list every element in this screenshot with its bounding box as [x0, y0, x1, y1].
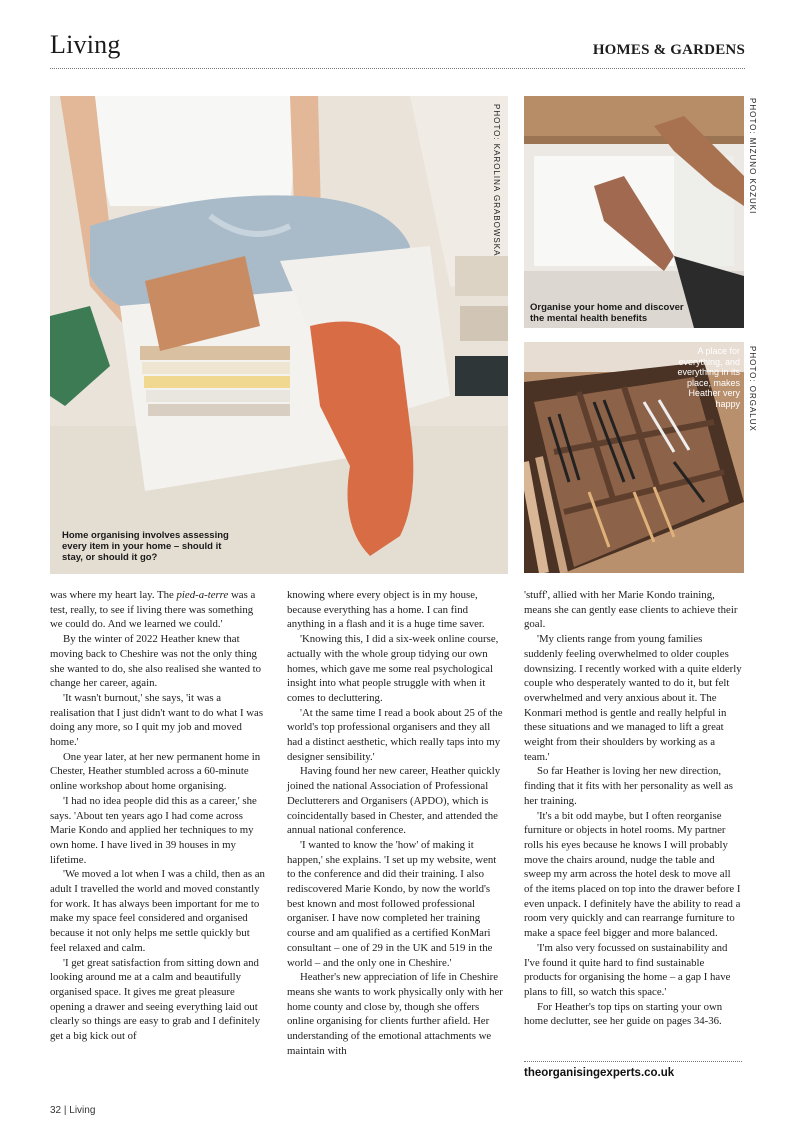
paragraph: 'I get great satisfaction from sitting down and looking around me at a calm and beautifully organised space. It gives me great pleasure opening a drawer and seeing everything laid out clearly so things are easy to grab and I definitely get a big kick out of: [50, 956, 261, 1043]
main-photo-credit: PHOTO: KAROLINA GRABOWSKA: [492, 104, 501, 257]
paragraph: One year later, at her new permanent home in Chester, Heather stumbled across a 60-minute online workshop about home organising.: [50, 750, 261, 793]
main-photo-caption: Home organising involves assessing every item in your home – should it stay, or should it go?: [62, 530, 229, 563]
drawer-photo-top: [524, 96, 744, 328]
paragraph: knowing where every object is in my house, because everything has a home. I can find anything in a flash and it is a huge time saver.: [287, 589, 485, 631]
paragraph: 'stuff', allied with her Marie Kondo training, means she can gently ease clients to achieve their goal.: [524, 589, 738, 631]
paragraph: 'I wanted to know the 'how' of making it happen,' she explains. 'I set up my website, went to the conference and did their training. I also rediscovered Marie Kondo, by now the world's best known and most followed professional organiser. I have now completed her training course and am qualified as a certified KonMari consultant – one of 29 in the UK and 519 in the world – and the only one in Cheshire.': [287, 838, 497, 969]
paragraph: 'Knowing this, I did a six-week online course, actually with the whole group tidying our own homes, which gave me some real psychological insight into what people struggle with when it comes to decluttering.: [287, 633, 499, 704]
magazine-masthead: HOMES & GARDENS: [592, 42, 745, 58]
page-footer: 32 | Living: [50, 1105, 96, 1116]
main-photo-illustration: [50, 96, 508, 574]
italic-term: pied-a-terre: [176, 589, 229, 601]
website-divider: [524, 1061, 742, 1062]
paragraph: 'At the same time I read a book about 25 of the world's top professional organisers and they all had a distinct aesthetic, which really taps into my designer sensibility.': [287, 706, 503, 763]
drawer-photo-caption: A place for everything, and everything in its place, makes Heather very happy: [677, 346, 740, 409]
paragraph: For Heather's top tips on starting your own home declutter, see her guide on pages 34-36.: [524, 1000, 723, 1028]
paragraph: 'I'm also very focussed on sustainability and I've found it quite hard to find sustainable products for organising the home – a gap I have plans to fill, so watch this space.': [524, 941, 731, 998]
article-column-1: [50, 588, 268, 1044]
paragraph: So far Heather is loving her new direction, finding that it fits with her personality as well as her training.: [524, 765, 733, 807]
section-title: Living: [50, 30, 121, 59]
header-divider: [50, 68, 745, 69]
top-photo-illustration: [524, 96, 744, 328]
website-link[interactable]: theorganisingexperts.co.uk: [524, 1067, 675, 1079]
top-photo-caption: Organise your home and discover the mental health benefits: [530, 302, 684, 324]
paragraph: was where my heart lay. The pied-a-terre was a test, really, to see if living there was something we could do. And we learned we could.': [50, 589, 256, 631]
article-column-2: [287, 588, 505, 1059]
paragraph: 'My clients range from young families suddenly feeling overwhelmed to older couples downsizing. I recently worked with a quite elderly couple who desperately wanted to do it, but felt overwhelmed and very anxious about it. The Konmari method is gentle and really helpful in these situations and we managed to lift a great weight from their shoulders by working as a team.': [524, 633, 742, 763]
paragraph: By the winter of 2022 Heather knew that moving back to Cheshire was not the only thing she wanted to do, she also realised she wanted to change her career, again.: [50, 633, 262, 690]
paragraph: 'I had no idea people did this as a career,' she says. 'About ten years ago I had come across Marie Kondo and applied her techniques to my own home. I have lived in 39 houses in my lifetime.: [50, 794, 257, 866]
paragraph: Having found her new career, Heather quickly joined the national Association of Professional Declutterers and Organisers (APDO), which is coincidentally based in Chester, and attended the annual national conference.: [287, 765, 501, 837]
paragraph: 'It wasn't burnout,' she says, 'it was a realisation that I just didn't want to do what I was doing any more, so I quit my job and moved home.': [50, 691, 264, 749]
top-photo-credit: PHOTO: MIZUNO KOZUKI: [748, 98, 757, 215]
paragraph: Heather's new appreciation of life in Cheshire means she wants to work physically only with her home county and close by, though she offers online organising for clients further afield. Her understanding of the emotional attachments we maintain with: [287, 971, 503, 1057]
paragraph: 'We moved a lot when I was a child, then as an adult I travelled the world and moved constantly for work. It has always been important for me to make my space feel considered and organised because it not only helps me settle quickly but feel relaxed and calm.: [50, 868, 265, 954]
paragraph: 'It's a bit odd maybe, but I often reorganise furniture or objects in hotel rooms. My partner rolls his eyes because he knows I will probably move the chairs around, nudge the table and sweep my arm across the hotel desk to move all of the items placed on top into the drawer before I even unpack. I definitely have the ability to read a room very quickly and can rearrange furniture to make a space feel bigger and more balanced.: [524, 809, 741, 940]
main-photo: [50, 96, 508, 574]
drawer-photo-credit: PHOTO: ORGALUX: [748, 346, 757, 432]
article-column-3: [524, 588, 742, 1029]
